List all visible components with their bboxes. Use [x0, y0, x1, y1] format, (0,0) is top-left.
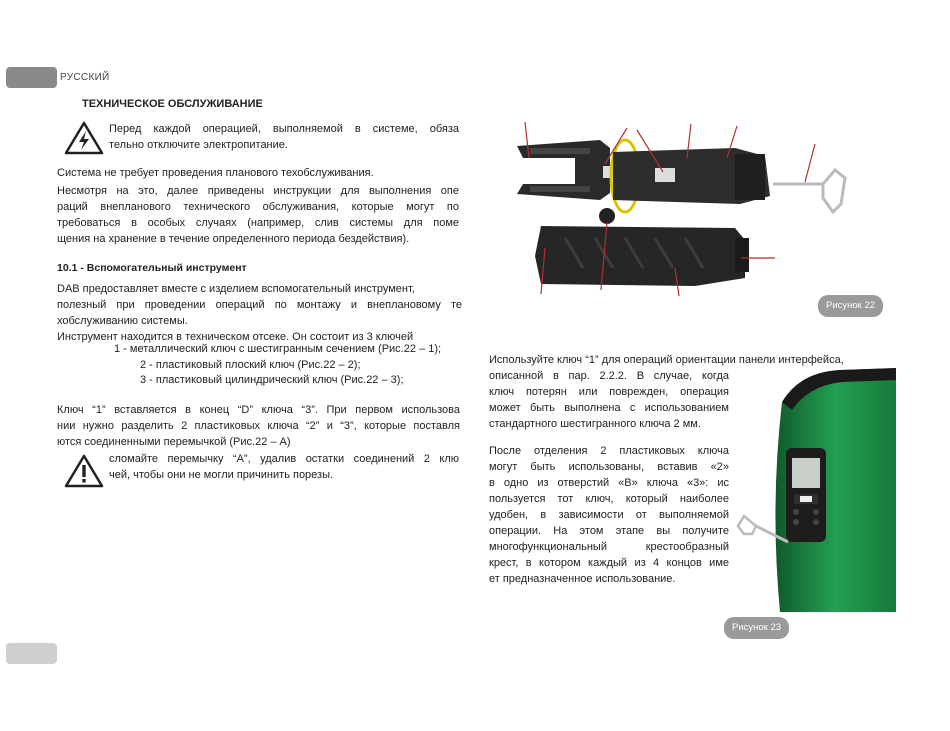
- text-line: DAB предоставляет вместе с изделием вспомогательный инструмент,: [57, 283, 415, 295]
- figure-22-keys-illustration: [505, 118, 865, 298]
- text-line: хобслуживанию системы.: [57, 315, 188, 327]
- text-line: операции. На этом этапе вы получите: [489, 525, 729, 537]
- warning-line: тельно отключите электропитание.: [109, 139, 288, 151]
- figure-22-caption: Рисунок 22: [818, 295, 883, 317]
- warning-icon: [64, 454, 104, 488]
- warning-icon: [64, 121, 104, 155]
- paragraph-key-insert: [57, 402, 460, 450]
- text-line: требоваться в особых случаях (например, слив системы для поме: [57, 217, 459, 229]
- paragraph-extraordinary: [57, 183, 459, 247]
- text-line: в одно из отверстий «B» ключа «3»: ис: [489, 477, 729, 489]
- figure-23-caption: Рисунок 23: [724, 617, 789, 639]
- text-line: Несмотря на это, далее приведены инструкции для выполнения опе: [57, 185, 459, 197]
- text-line: крест, в котором каждый из 4 концов име: [489, 557, 729, 569]
- text-line: описанной в пар. 2.2.2. В случае, когда: [489, 370, 729, 382]
- right-paragraph-first-line: Используйте ключ “1” для операций ориентации панели интерфейса,: [489, 354, 844, 366]
- keys-list-item: 1 - металлический ключ с шестигранным сечением (Рис.22 – 1);: [114, 343, 442, 355]
- text-line: Инструмент находится в техническом отсеке. Он состоит из 3 ключей: [57, 331, 414, 343]
- text-line: щения на хранение в течение определенного периода бездействия).: [57, 233, 410, 245]
- text-line: После отделения 2 пластиковых ключа: [489, 445, 729, 457]
- page-number-tab: [6, 643, 57, 664]
- keys-list-item: 2 - пластиковый плоский ключ (Рис.22 – 2);: [140, 359, 361, 371]
- text-line: удобен, в зависимости от выполняемой: [489, 509, 729, 521]
- warning-text-2: [109, 451, 459, 483]
- text-line: ются соединенными перемычкой (Рис.22 – А): [57, 436, 291, 448]
- text-line: ет предназначенное использование.: [489, 573, 676, 585]
- subsection-title: 10.1 - Вспомогательный инструмент: [57, 262, 247, 274]
- text-line: может быть выполнена с использованием: [489, 402, 729, 414]
- text-line: Ключ “1” вставляется в конец “D” ключа “3”. При первом использова: [57, 404, 460, 416]
- section-title: ТЕХНИЧЕСКОЕ ОБСЛУЖИВАНИЕ: [82, 98, 263, 110]
- figure-23-pump-illustration: [730, 366, 896, 612]
- text-line: нии нужно разделить 2 пластиковых ключа “2” и “3”, которые поставля: [57, 420, 460, 432]
- text-line: могут быть использованы, вставив «2»: [489, 461, 729, 473]
- warning-line: Перед каждой операцией, выполняемой в системе, обяза: [109, 123, 459, 135]
- text-line: пользуется тот ключ, который наиболее: [489, 493, 729, 505]
- text-line: раций внепланового технического обслуживания, которые могут по: [57, 201, 459, 213]
- language-label: РУССКИЙ: [60, 72, 110, 83]
- paragraph-no-maintenance: Система не требует проведения планового техобслуживания.: [57, 167, 374, 179]
- language-tab: [6, 67, 57, 88]
- right-paragraph-2: [489, 443, 729, 587]
- text-line: полезный при проведении операций по монтажу и внеплановому те: [57, 299, 462, 311]
- paragraph-tool: [57, 281, 462, 345]
- text-line: многофункциональный крестообразный: [489, 541, 729, 553]
- text-line: ключ потерян или поврежден, операция: [489, 386, 729, 398]
- right-paragraph-1: [489, 368, 729, 432]
- warning-text-1: [109, 121, 459, 153]
- warning-line: чей, чтобы они не могли причинить порезы.: [109, 469, 334, 481]
- text-line: стандартного шестигранного ключа 2 мм.: [489, 418, 701, 430]
- warning-line: сломайте перемычку “А”, удалив остатки соединений 2 клю: [109, 453, 459, 465]
- keys-list-item: 3 - пластиковый цилиндрический ключ (Рис.22 – 3);: [140, 374, 404, 386]
